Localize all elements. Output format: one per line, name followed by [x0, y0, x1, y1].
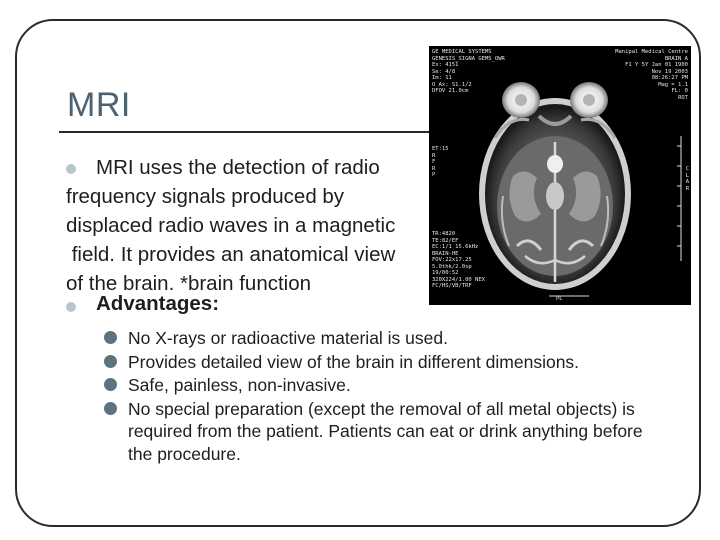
sub-bullet-icon [104, 402, 117, 415]
list-item [104, 327, 664, 350]
list-item-text: Safe, painless, non-invasive. [128, 375, 351, 395]
bullet-continuation: displaced radio waves in a magnetic [66, 214, 396, 237]
mri-brain-image [429, 46, 691, 305]
mri-overlay-bottom-left: TR:4820 TE:82/EF EC:1/1 15.6kHz BRAIN-HE FOV:22x17.25 5.0thk/2.0sp 19/00:52 320X224/1.00 NEX FC/HS/VB/TRF [432, 231, 485, 289]
slide-title: MRI [67, 86, 131, 124]
list-item [104, 398, 664, 466]
bullet-text: MRI uses the detection of radio [96, 156, 380, 179]
bullet-continuation: of the brain. *brain function [66, 272, 312, 295]
mri-overlay-top-right: Manipal Medical Centre BRAIN A F1 Y 5Y Jan 01 1900 Nov 19 2003 08:26:27 PM Mag = 1.1 FL: 0 ROT [615, 49, 688, 101]
advantages-list [104, 327, 664, 466]
mri-overlay-right-ruler: C L A R [685, 166, 689, 192]
title-rule [59, 131, 437, 133]
bullet-continuation: frequency signals produced by [66, 185, 345, 208]
bullet-icon [66, 302, 76, 312]
list-item-text: No special preparation (except the removal of all metal objects) is required from the patient. Patients can eat or drink anything before the procedure. [128, 398, 643, 464]
list-item [104, 351, 664, 374]
sub-bullet-icon [104, 378, 117, 391]
list-item-text: No X-rays or radioactive material is used. [128, 328, 448, 348]
bullet-continuation: field. It provides an anatomical view [66, 243, 396, 266]
list-item-text: Provides detailed view of the brain in different dimensions. [128, 351, 580, 372]
mri-overlay-bottom-right: PL [556, 296, 563, 302]
bullet-advantages [66, 292, 219, 316]
bullet-first-line [66, 153, 438, 182]
sub-bullet-icon [104, 355, 117, 368]
bullet-mri-description [66, 153, 438, 298]
advantages-heading: Advantages: [96, 292, 220, 315]
mri-overlay-left-mid: ET:15 R F R P [432, 146, 449, 178]
sub-bullet-icon [104, 331, 117, 344]
mri-overlay-top-left: GE MEDICAL SYSTEMS GENESIS_SIGNA GEMS_OWR Ex: 4151 Se: 4/8 Im: 11 O Ax: S1.1/2 DFOV 21.0cm [432, 49, 505, 94]
list-item [104, 374, 664, 397]
bullet-icon [66, 164, 76, 174]
